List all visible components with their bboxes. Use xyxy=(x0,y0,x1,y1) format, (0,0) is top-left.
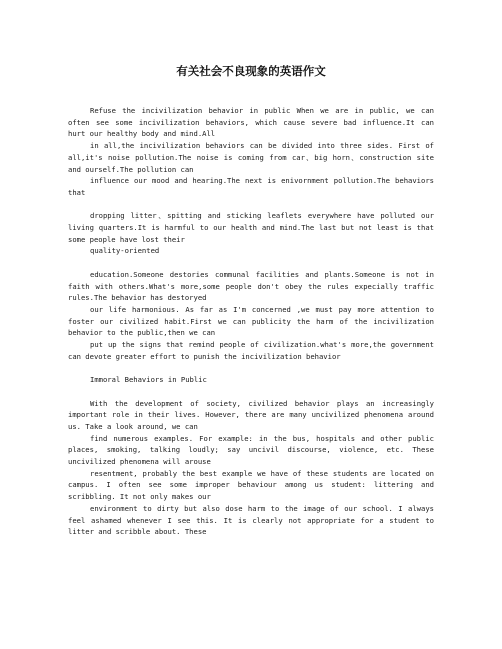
paragraph: quality-oriented xyxy=(90,246,160,256)
paragraph: dropping litter、spitting and sticking leaflets everywhere have polluted our living quarters.It is harmful to our health and mind.The last but not least is that some people have lost their xyxy=(68,211,434,244)
paragraph: in all,the incivilization behaviors can be divided into three sides. First of all,it's noise pollution.The noise is coming from car、big horn、construction site and ourself.The pollution can xyxy=(68,141,434,174)
paragraph: With the development of society, civilized behavior plays an increasingly important role in their lives. However, there are many uncivilized phenomena around us. Take a look around, we can xyxy=(68,398,434,431)
paragraph: education.Someone destories communal facilities and plants.Someone is not in faith with others.What's more,some people don't obey the rules expecially traffic rules.The behavior has destoryed xyxy=(68,269,434,303)
document-body xyxy=(68,105,434,538)
paragraph: influence our mood and hearing.The next is enivornment pollution.The behaviors that xyxy=(68,176,434,197)
paragraph: resentment, probably the best example we have of these students are located on campus. I often see some improper behaviour among us student: littering and scribbling. It not only makes our xyxy=(68,468,434,502)
paragraph: Refuse the incivilization behavior in public When we are in public, we can often see some incivilization behaviors, which cause severe bad influence.It can hurt our healthy body and mind.All xyxy=(68,106,434,139)
paragraph: Immoral Behaviors in Public xyxy=(90,375,207,385)
paragraph: put up the signs that remind people of civilization.what's more,the government can devote greater effort to punish the incivilization behavior xyxy=(68,340,434,361)
paragraph: environment to dirty but also dose harm to the image of our school. I always feel ashamed whenever I see this. It is clearly not appropriate for a student to litter and scribble about. These xyxy=(68,503,434,537)
paragraph: our life harmonious. As far as I'm concerned ,we must pay more attention to foster our civilized habit.First we can publicity the harm of the incivilization behavior to the public,then we can xyxy=(68,304,434,338)
paragraph: find numerous examples. For example: in the bus, hospitals and other public places, smoking, talking loudly; say uncivil discourse, violence, etc. These uncivilized phenomena will arouse xyxy=(68,433,434,467)
document-title: 有关社会不良现象的英语作文 xyxy=(176,64,326,78)
